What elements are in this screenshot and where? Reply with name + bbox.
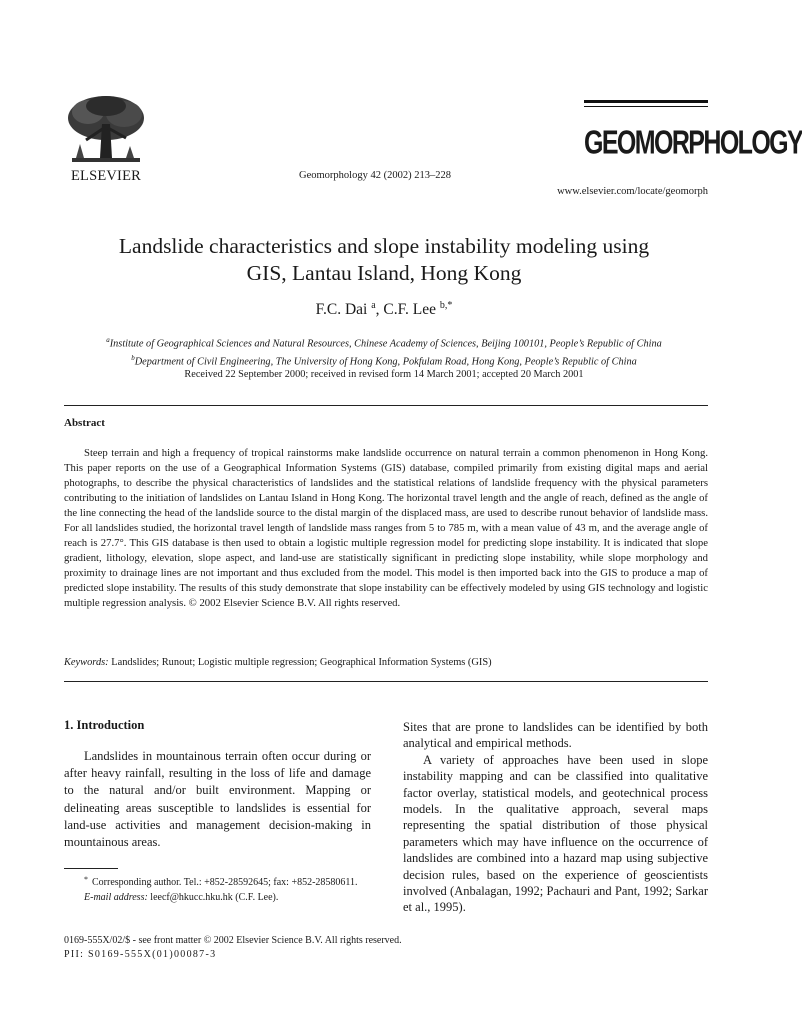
corresponding-author-note <box>64 876 371 891</box>
tree-icon <box>64 94 148 166</box>
journal-name: GEOMORPHOLOGY <box>584 124 802 162</box>
publisher-name: ELSEVIER <box>70 168 142 184</box>
footer <box>64 934 708 962</box>
affiliation-a <box>60 333 708 351</box>
author-list: F.C. Dai $^a$, C.F. Lee $^{b,*}$ <box>315 300 453 319</box>
intro-paragraph: Landslides in mountainous terrain often occur during or after heavy rainfall, resulting in the loss of life and damage to the natural and/or built environment. Mapping or delineating areas susceptible to landslides is essential for land-use activities and management decision-making in mountainous areas. <box>64 749 371 850</box>
footnote <box>64 876 371 905</box>
section-heading: 1. Introduction <box>64 718 145 732</box>
abstract-heading: Abstract <box>64 417 105 429</box>
footnote-rule <box>64 868 118 869</box>
journal-citation: Geomorphology 42 (2002) 213–228 <box>299 170 451 181</box>
affiliation-marker: a <box>106 336 110 344</box>
journal-rule-thin <box>584 106 708 107</box>
author-affiliation-marker: a <box>371 300 376 311</box>
right-column <box>403 719 708 916</box>
affiliation-marker: b <box>131 354 135 363</box>
body-paragraph: A variety of approaches have been used in slope instability mapping and can be classified into qualitative factor overlay, statistical models, and geotechnical process models. In the qualitative approach, several maps representing the spatial distribution of those physical parameters which may have influence on the occurrence of landslides are combined into a hazard map using subjective decision rules, based on the experience of geoscientists involved (Anbalagan, 1992; Pachauri and Pant, 1992; Sarkar et al., 1995). <box>403 752 708 915</box>
footnote-marker: * <box>84 875 88 884</box>
author-name: F.C. Dai <box>315 301 368 319</box>
abstract-text: Steep terrain and high a frequency of tropical rainstorms make landslide occurrence on natural terrain a common phenomenon in Hong Kong. This paper reports on the use of a Geographical Information Systems (GIS) database, compiled primarily from existing digital maps and aerial photographs, to describe the physical characteristics of landslides and the statistical relations of landslide frequency with the physical parameters contributing to the initiation of landslides on Lantau Island in Hong Kong. The horizontal travel length and the angle of reach, defined as the angle of the line connecting the head of the landslide source to the distal margin of the displaced mass, are used to describe runout behavior of landslide mass. For all landslides studied, the horizontal travel length of landslide mass ranges from 5 to 785 m, with a mean value of 43 m, and the average angle of reach is 27.7°. This GIS database is then used to obtain a logistic multiple regression model for predicting slope instability. It is indicated that slope gradient, lithology, elevation, slope aspect, and land-use are statistically significant in predicting slope instability, while slope morphology and proximity to drainage lines are not important and thus excluded from the model. This model is then imported back into the GIS to produce a map of predicted slope instability. The results of this study demonstrate that slope instability can be effectively modeled by using GIS technology and logistic multiple regression analysis. © 2002 Elsevier Science B.V. All rights reserved. <box>64 447 708 610</box>
journal-rule-thick <box>584 100 708 103</box>
copyright-line: 0169-555X/02/$ - see front matter © 2002 Elsevier Science B.V. All rights reserved. <box>64 935 402 946</box>
affiliation-text: Institute of Geographical Sciences and Natural Resources, Chinese Academy of Sciences, Beijing 100101, People’s Republic of China <box>109 338 662 350</box>
author-affiliation-marker: b,* <box>439 300 453 311</box>
divider <box>64 405 708 406</box>
keywords-label: Keywords: <box>64 657 109 668</box>
author-name: C.F. Lee <box>383 301 436 319</box>
email-label: E-mail address: <box>84 891 148 903</box>
pii-line: PII: S0169-555X(01)00087-3 <box>64 949 217 960</box>
article-title <box>60 233 708 287</box>
title-line-2: GIS, Lantau Island, Hong Kong <box>246 261 522 285</box>
title-line-1: Landslide characteristics and slope instability modeling using <box>118 234 650 258</box>
affiliations <box>60 333 708 370</box>
journal-url[interactable]: www.elsevier.com/locate/geomorph <box>557 186 708 197</box>
email-note <box>64 891 371 906</box>
divider <box>64 681 708 682</box>
footnote-text: Corresponding author. Tel.: +852-28592645; fax: +852-28580611. <box>92 877 358 888</box>
body-paragraph: Sites that are prone to landslides can be identified by both analytical and empirical methods. <box>403 720 708 751</box>
email-address[interactable]: leecf@hkucc.hku.hk (C.F. Lee). <box>150 891 279 903</box>
affiliation-b <box>60 351 708 369</box>
received-dates: Received 22 September 2000; received in revised form 14 March 2001; accepted 20 March 2001 <box>184 369 584 380</box>
keywords <box>64 657 708 668</box>
keywords-text: Landslides; Runout; Logistic multiple regression; Geographical Information Systems (GIS) <box>111 657 492 668</box>
affiliation-text: Department of Civil Engineering, The University of Hong Kong, Pokfulam Road, Hong Kong, People’s Republic of China <box>134 356 637 368</box>
